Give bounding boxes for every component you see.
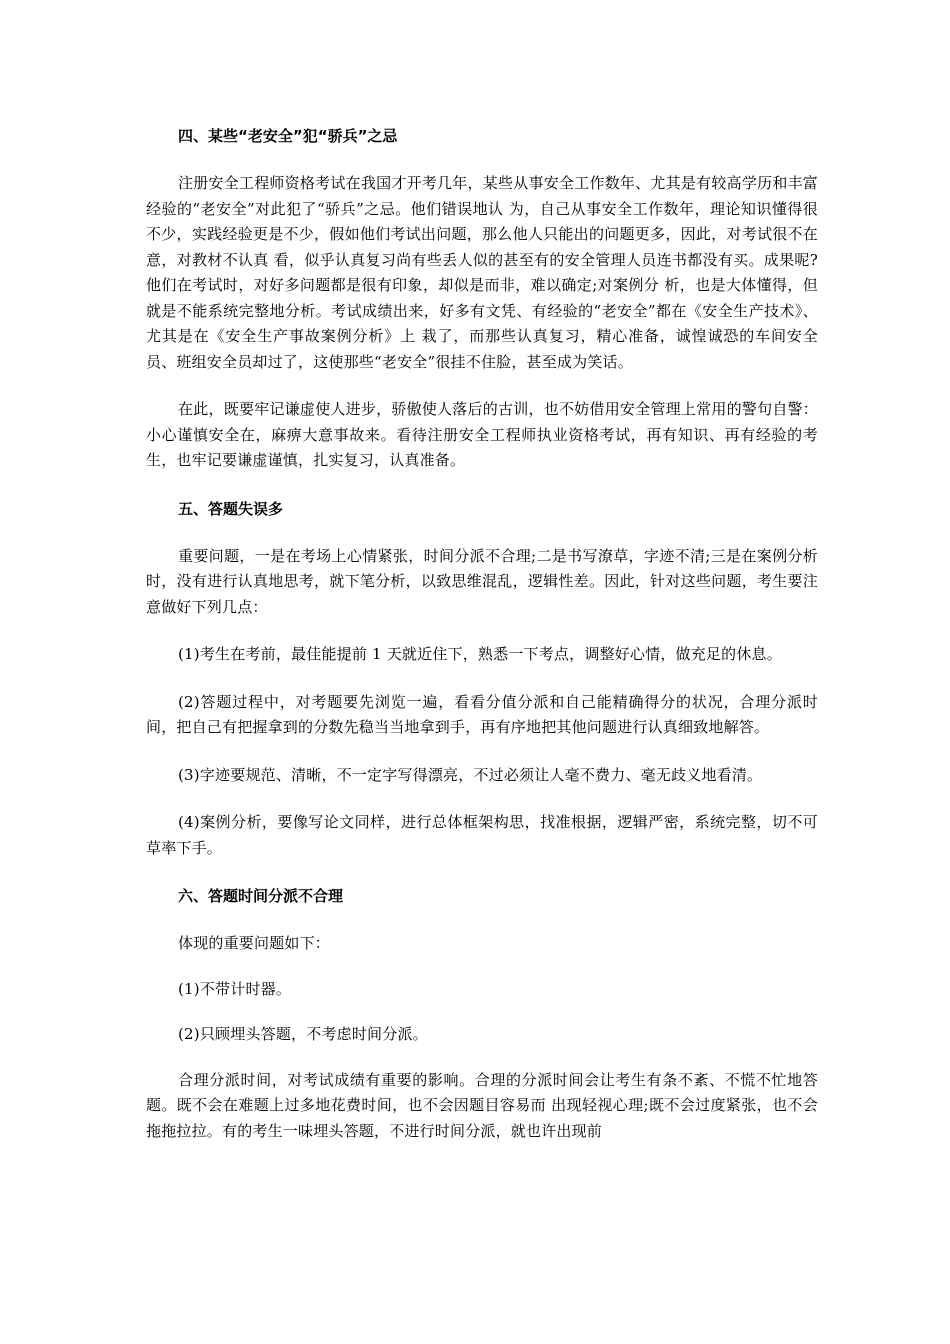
section-heading-4: 四、某些“老安全”犯“骄兵”之忌 bbox=[178, 127, 398, 145]
section-heading-5: 五、答题失误多 bbox=[178, 499, 284, 518]
section-4-paragraph-2: 在此，既要牢记谦虚使人进步，骄傲使人落后的古训，也不妨借用安全管理上常用的警句自警：小心谨慎安全在，麻痹大意事故来。看待注册安全工程师执业资格考试，再有知识、再有经验的考生，也牢记要谦虚谨慎，扎实复习，认真准备。 bbox=[146, 400, 818, 469]
document-body bbox=[146, 123, 818, 1166]
section-4-paragraph-1: 注册安全工程师资格考试在我国才开考几年，某些从事安全工作数年、尤其是有较高学历和丰富经验的“老安全”对此犯了“骄兵”之忌。他们错误地认 为，自己从事安全工作数年，理论知识懂得很不少，实践经验更是不少，假如他们考试出问题，那么他人只能出的问题更多，因此，对考试很不在意，对教材不认真 看，似乎认真复习尚有些丢人似的甚至有的安全管理人员连书都没有买。成果呢?他们在考试时，对好多问题都是很有印象，却似是而非，难以确定;对案例分 析，也是大体懂得，但就是不能系统完整地分析。考试成绩出来，好多有文凭、有经验的“老安全”都在《安全生产技术》、尤其是在《安全生产事故案例分析》上 栽了，而那些认真复习，精心准备，诚惶诚恐的车间安全员、班组安全员却过了，这使那些“老安全”很挂不住脸，甚至成为笑话。 bbox=[146, 174, 818, 371]
section-6-list-item-1: (1)不带计时器。 bbox=[178, 979, 292, 998]
section-5-list-item-4: (4)案例分析，要像写论文同样，进行总体框架构思，找准根据，逻辑严密，系统完整，切不可草率下手。 bbox=[146, 813, 818, 857]
section-5-list-item-3: (3)字迹要规范、清晰，不一定字写得漂亮，不过必须让人毫不费力、毫无歧义地看清。 bbox=[178, 765, 763, 784]
section-5-paragraph-1: 重要问题，一是在考场上心情紧张，时间分派不合理;二是书写潦草，字迹不清;三是在案例分析时，没有进行认真地思考，就下笔分析，以致思维混乱，逻辑性差。因此，针对这些问题，考生要注意做好下列几点： bbox=[146, 546, 818, 616]
section-5-list-item-2: (2)答题过程中，对考题要先浏览一遍，看看分值分派和自己能精确得分的状况，合理分派时间，把自己有把握拿到的分数先稳当当地拿到手，再有序地把其他问题进行认真细致地解答。 bbox=[146, 692, 818, 736]
section-heading-6: 六、答题时间分派不合理 bbox=[178, 887, 344, 905]
section-6-paragraph-1: 合理分派时间，对考试成绩有重要的影响。合理的分派时间会让考生有条不紊、不慌不忙地答题。既不会在难题上过多地花费时间，也不会因题目容易而 出现轻视心理;既不会过度紧张，也不会拖拖拉拉。有的考生一味埋头答题，不进行时间分派，就也许出现前 bbox=[146, 1070, 818, 1140]
section-6-list-item-2: (2)只顾埋头答题，不考虑时间分派。 bbox=[178, 1025, 428, 1043]
section-6-intro: 体现的重要问题如下： bbox=[178, 934, 331, 952]
section-5-list-item-1: (1)考生在考前，最佳能提前 1 天就近住下，熟悉一下考点，调整好心情，做充足的休息。 bbox=[178, 645, 782, 663]
